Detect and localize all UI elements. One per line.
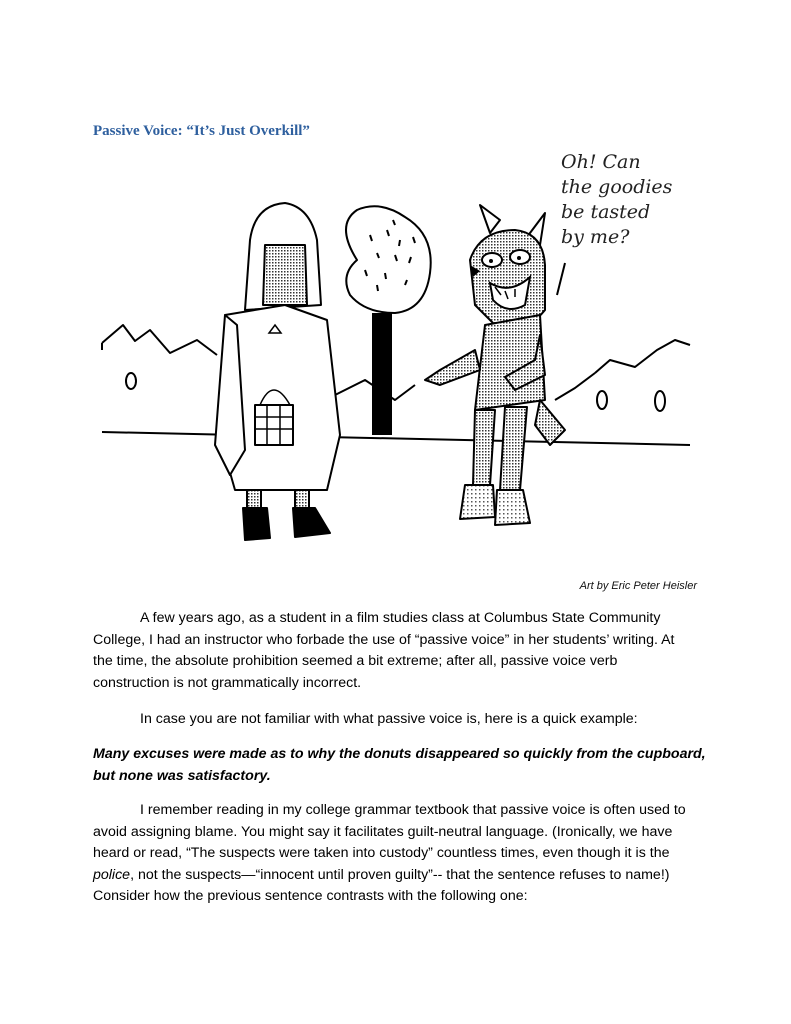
example-line: Many excuses were made as to why the donuts disappeared so quickly from the cupboard, — [93, 746, 706, 762]
paragraph-line-rest: , not the suspects—“innocent until proven guilty”-- that the sentence refuses to name!) — [130, 866, 670, 883]
speech-line: be tasted — [561, 201, 651, 223]
example-sentence — [93, 744, 706, 787]
page-title: Passive Voice: “It’s Just Overkill” — [93, 123, 310, 139]
paragraph-1 — [93, 608, 698, 694]
speech-line: the goodies — [561, 176, 673, 198]
speech-line: Oh! Can — [561, 151, 641, 173]
paragraph-line — [93, 865, 698, 887]
speech-line: by me? — [561, 226, 630, 248]
paragraph-line: construction is not grammatically incorrect. — [93, 674, 362, 691]
paragraph-line: Consider how the previous sentence contrasts with the following one: — [93, 888, 528, 905]
example-line: but none was satisfactory. — [93, 767, 271, 784]
paragraph-line: avoid assigning blame. You might say it facilitates guilt-neutral language. (Ironically, we have — [93, 823, 673, 840]
speech-bubble-text — [561, 150, 711, 250]
paragraph-line: College, I had an instructor who forbade the use of “passive voice” in her students’ writing. At — [93, 631, 675, 648]
paragraph-line: the time, the absolute prohibition seemed a bit extreme; after all, passive voice verb — [93, 653, 618, 670]
paragraph-line: A few years ago, as a student in a film studies class at Columbus State Community — [140, 610, 661, 626]
emphasis-police: police — [93, 866, 131, 883]
art-credit: Art by Eric Peter Heisler — [579, 580, 697, 592]
paragraph-2 — [93, 709, 698, 731]
paragraph-line: heard or read, “The suspects were taken into custody” countless times, even though it is the — [93, 845, 670, 862]
paragraph-line: In case you are not familiar with what passive voice is, here is a quick example: — [140, 711, 638, 727]
paragraph-line: I remember reading in my college grammar textbook that passive voice is often used to — [140, 802, 686, 818]
paragraph-3 — [93, 800, 698, 908]
